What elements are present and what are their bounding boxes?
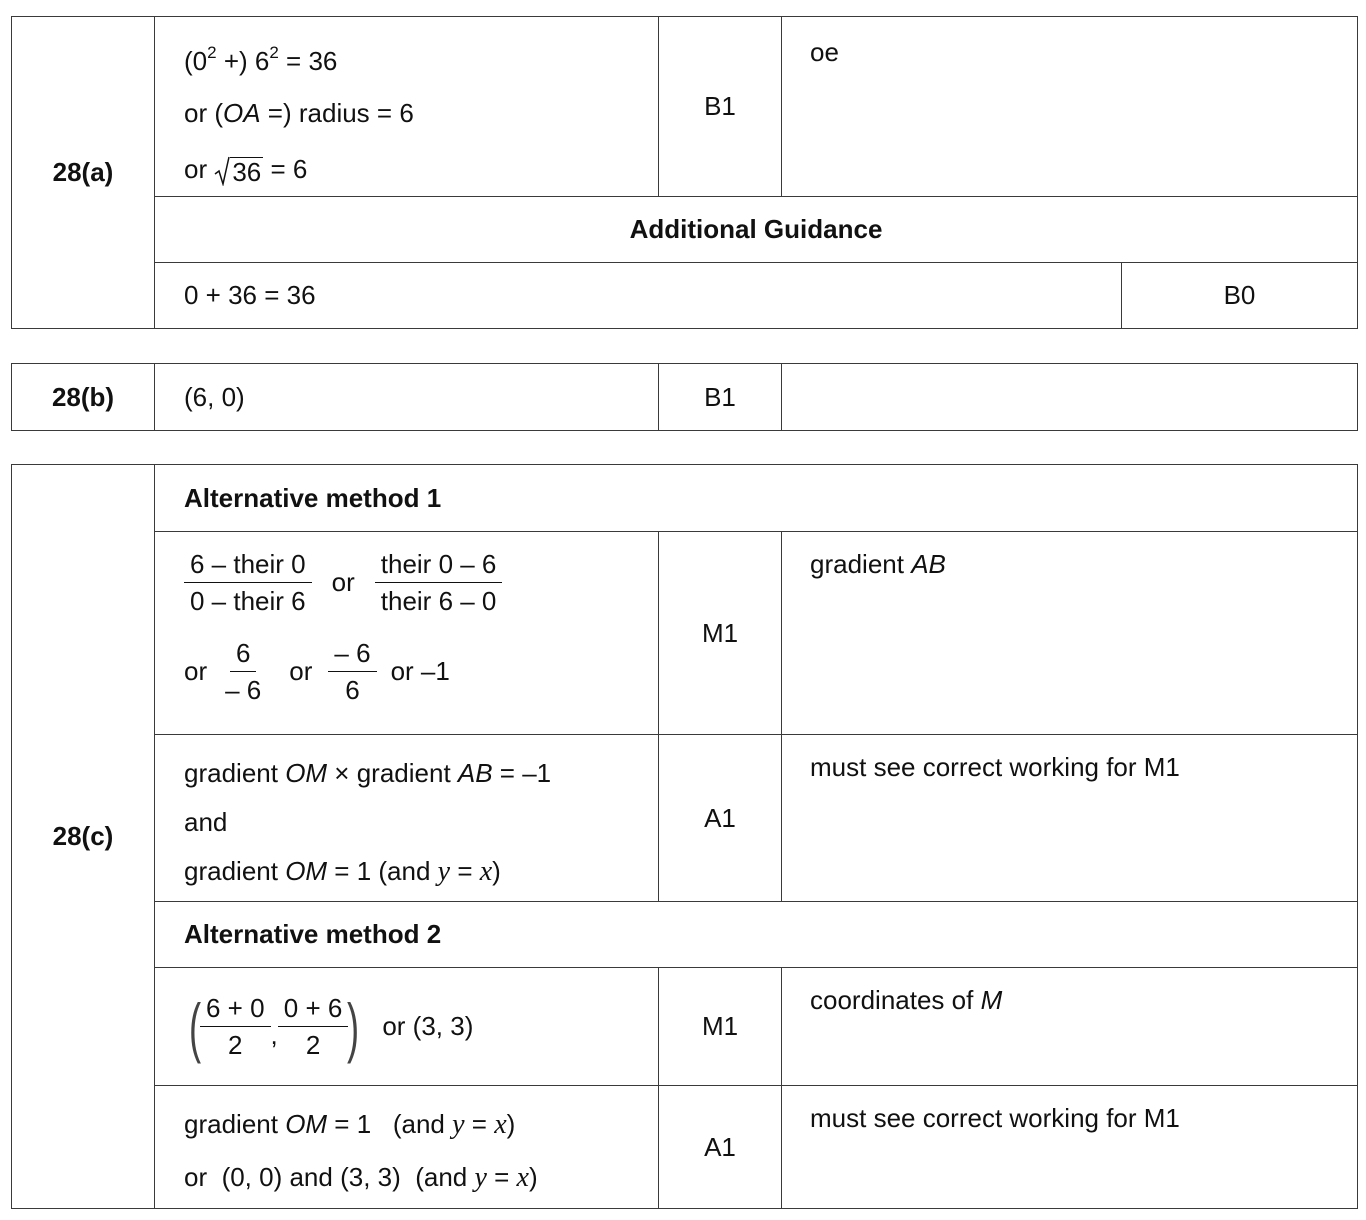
right-paren-icon: )	[347, 989, 360, 1064]
comment-alt2-m1: coordinates of M	[782, 968, 1358, 1086]
fraction-1: $\frac{\text{6 – their 0}}{\text{0 – their 6}}$	[184, 548, 312, 617]
fraction-3: $\frac{6}{- 6}$	[225, 638, 262, 705]
answer-28a	[155, 17, 659, 197]
square-root: 36	[214, 156, 263, 186]
question-number-28b: 28(b)	[12, 364, 155, 431]
guidance-text: 0 + 36 = 36	[155, 263, 1122, 329]
mark-alt2-m1: M1	[659, 968, 782, 1086]
guidance-mark: B0	[1122, 263, 1358, 329]
answer-line-2: or (OA =) radius = 6	[184, 98, 414, 128]
additional-guidance-header: Additional Guidance	[155, 197, 1358, 263]
answer-alt1-gradient	[155, 532, 659, 735]
answer-alt2-midpoint	[155, 968, 659, 1086]
mark-alt1-a1: A1	[659, 735, 782, 902]
mark-28b: B1	[659, 364, 782, 431]
alt-method-2-header: Alternative method 2	[155, 902, 1358, 968]
answer-alt1-perpendicular: gradient OM × gradient AB = –1 and gradient OM = 1 (and y = x)	[155, 735, 659, 902]
fraction-2: $\frac{\text{their 0 – 6}}{\text{their 6 – 0}}$	[375, 548, 503, 617]
comment-28a: oe	[782, 17, 1358, 197]
answer-line-1: ($0^2$ +) $6^2 = 36$	[184, 43, 338, 76]
left-paren-icon: (	[188, 989, 202, 1064]
comment-alt2-a1: must see correct working for M1	[782, 1086, 1358, 1209]
table-28b	[11, 363, 1358, 431]
answer-28b: (6, 0)	[155, 364, 659, 431]
midpoint-fraction-x: $\frac{6 + 0}{2}$	[200, 992, 271, 1061]
midpoint-fraction-y: $\frac{0 + 6}{2}$	[278, 992, 349, 1061]
fraction-line-1: $\frac{\text{6 – their 0}}{\text{0 – their 6}}$ or $\frac{\text{their 0 – 6}}{\text{their 6 – 0}}$	[178, 548, 658, 617]
midpoint-expression: ( $\frac{6 + 0}{2}$ , $\frac{0 + 6}{2}$ ) or (3, 3)	[184, 992, 658, 1061]
fraction-4: $\frac{- 6}{6}$	[328, 637, 376, 706]
midpoint-bracket: ( $\frac{6 + 0}{2}$ , $\frac{0 + 6}{2}$ )	[188, 989, 360, 1064]
question-number-28c: 28(c)	[12, 465, 155, 1209]
alt-method-1-header: Alternative method 1	[155, 465, 1358, 532]
answer-alt2-gradient: gradient OM = 1 (and y = x) or (0, 0) and (3, 3) (and y = x)	[155, 1086, 659, 1209]
comment-alt1-a1: must see correct working for M1	[782, 735, 1358, 902]
comment-28b	[782, 364, 1358, 431]
radical-sign-icon	[214, 156, 230, 186]
table-28c	[11, 464, 1358, 1209]
question-number-28a: 28(a)	[12, 17, 155, 329]
mark-alt2-a1: A1	[659, 1086, 782, 1209]
mark-28a: B1	[659, 17, 782, 197]
fraction-line-2: or $\frac{6}{- 6}$ or $\frac{- 6}{6}$ or –1	[184, 638, 450, 705]
comment-alt1-m1: gradient AB	[782, 532, 1358, 735]
mark-alt1-m1: M1	[659, 532, 782, 735]
table-28a	[11, 16, 1358, 329]
answer-line-3: or 36 = 6	[184, 154, 308, 188]
